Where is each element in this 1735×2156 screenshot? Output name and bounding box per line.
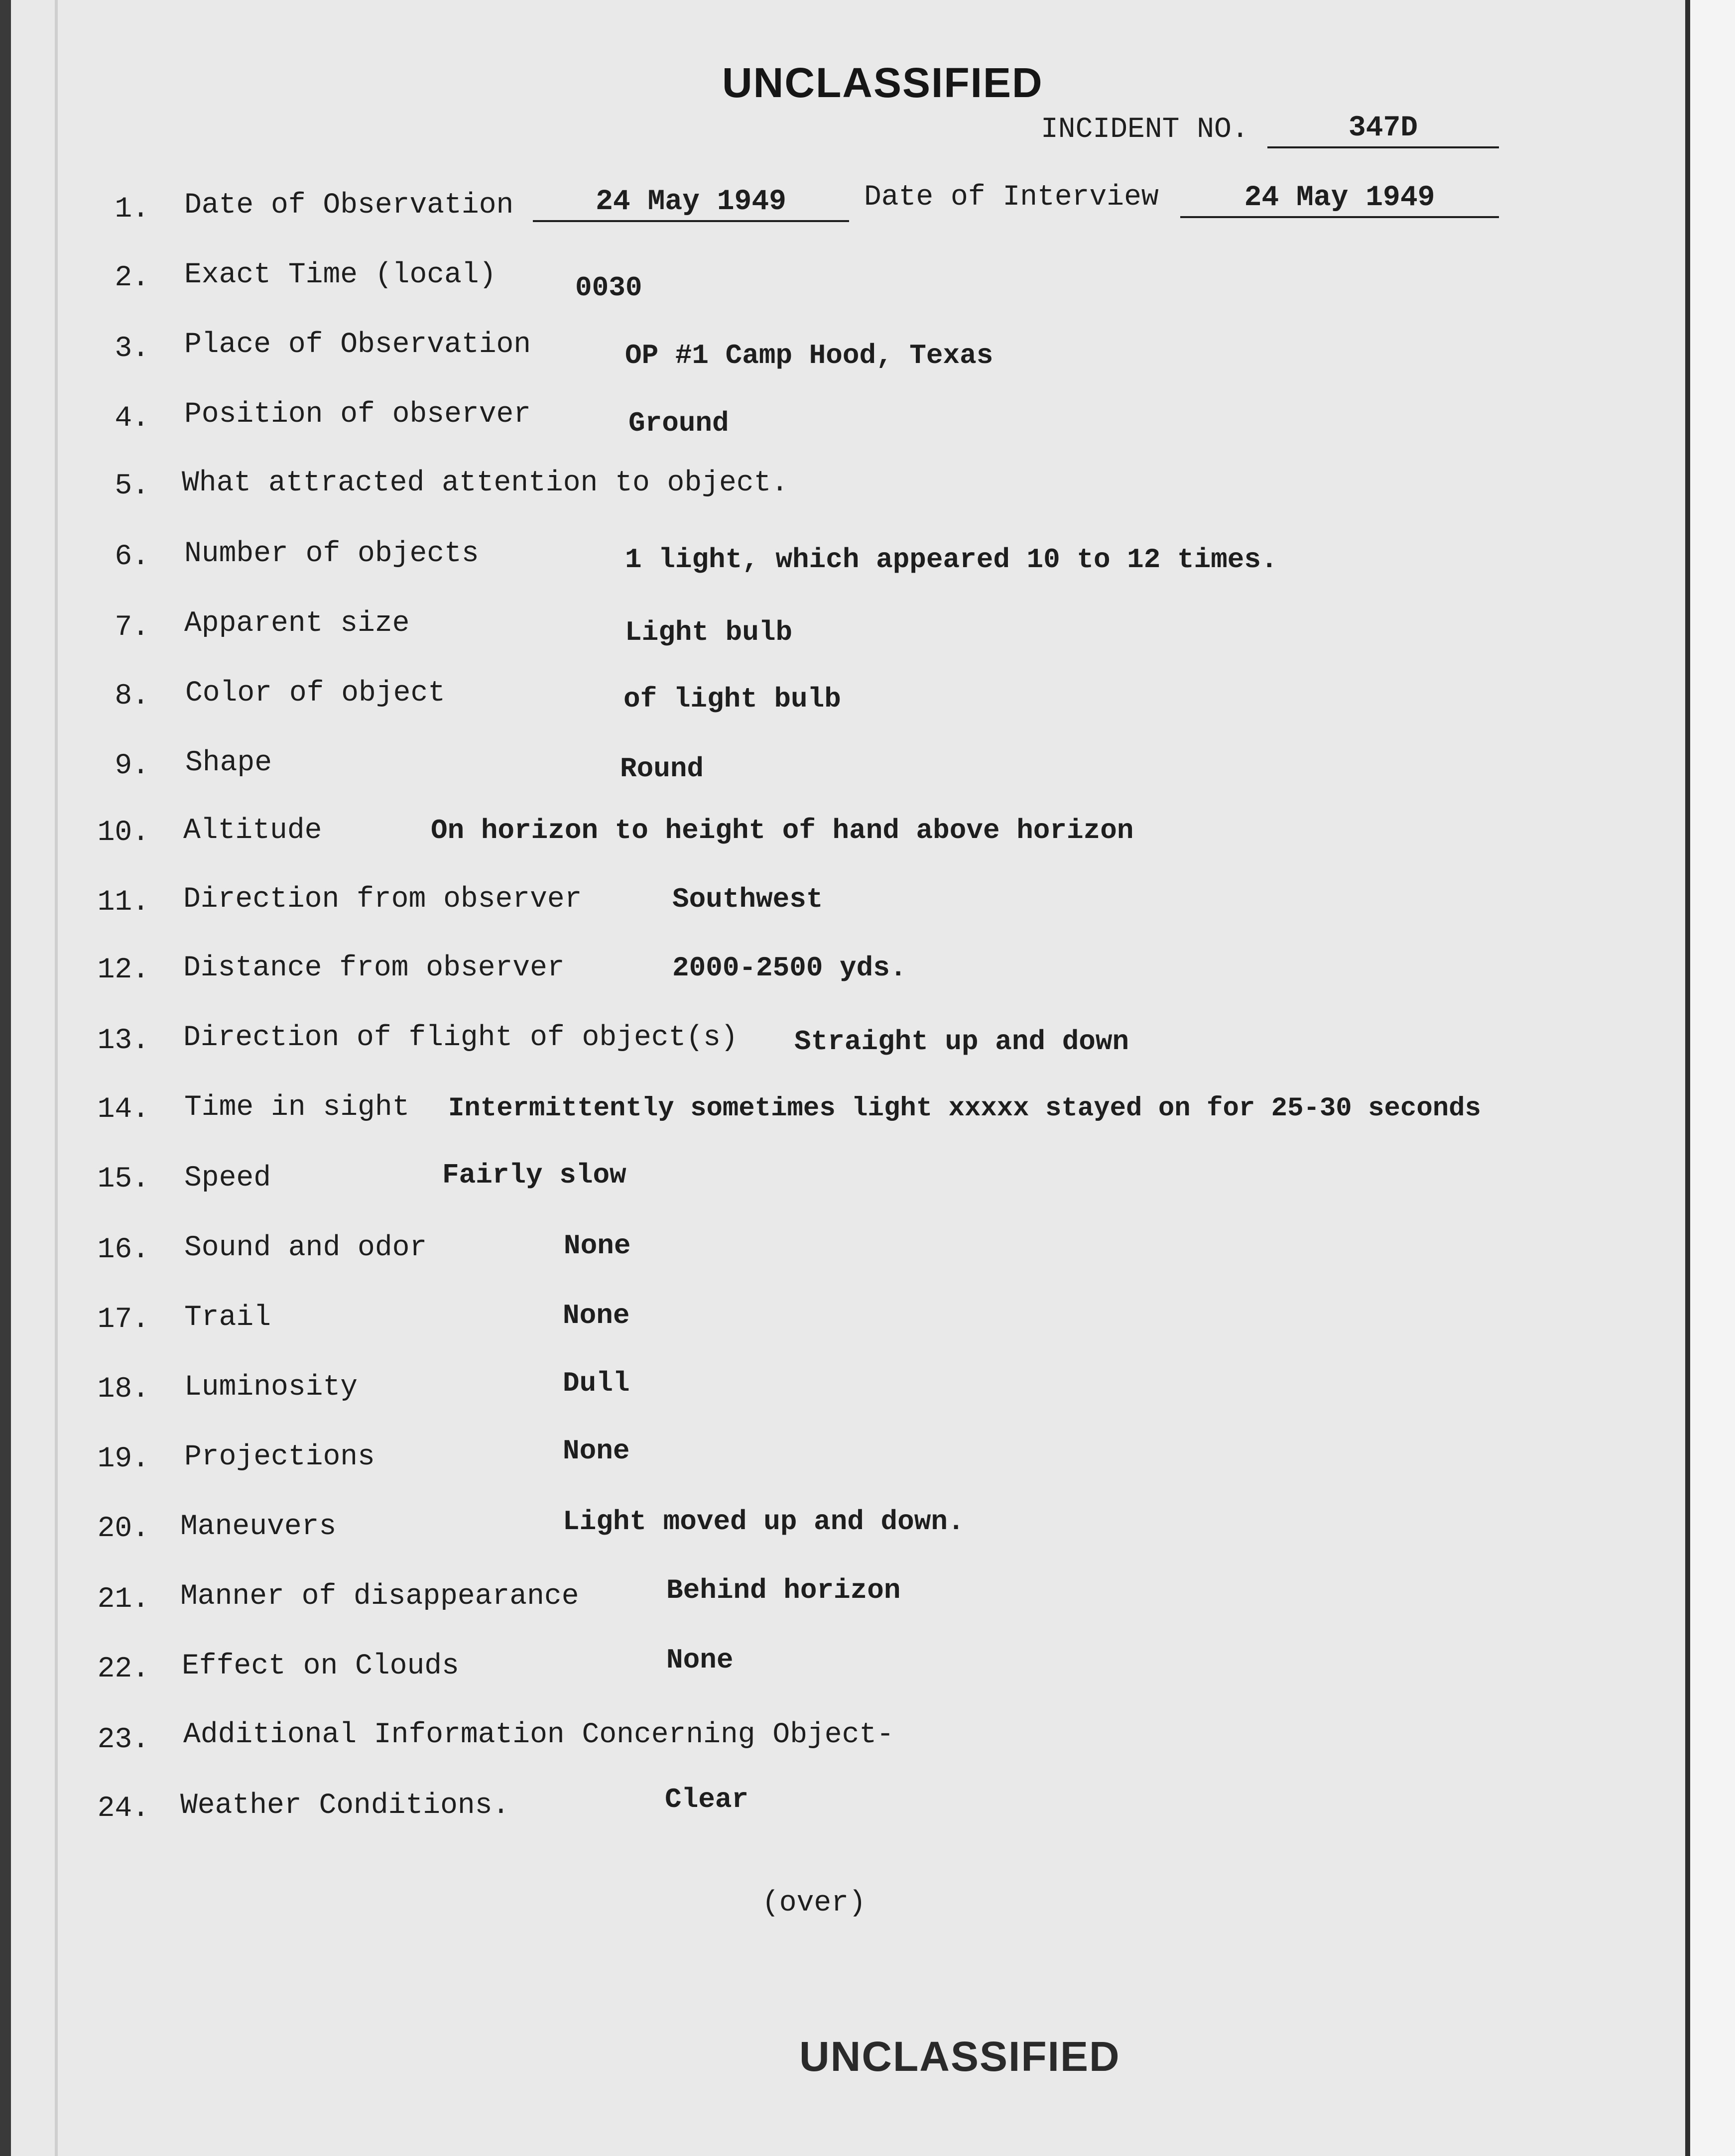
item-number: 2.: [115, 262, 149, 294]
item-label: Projections: [184, 1441, 375, 1473]
item-label: What attracted attention to object.: [182, 467, 789, 499]
item-value: None: [666, 1644, 734, 1676]
observation-date: 24 May 1949: [533, 184, 849, 222]
item-value: Intermittently sometimes light xxxxx stayed on for 25-30 seconds: [448, 1093, 1481, 1124]
item-value: None: [563, 1300, 630, 1331]
item-number: 13.: [97, 1025, 149, 1057]
item-number: 14.: [97, 1093, 149, 1126]
item-label: Additional Information Concerning Object-: [183, 1719, 894, 1751]
item-label: Exact Time (local): [184, 259, 496, 291]
item-value: Light bulb: [625, 616, 793, 648]
item-value: Straight up and down: [794, 1026, 1129, 1058]
item-label: Shape: [185, 747, 272, 779]
item-label: Direction from observer: [183, 883, 582, 916]
item-number: 7.: [115, 611, 149, 644]
item-label: Date of Observation: [184, 189, 514, 222]
item-number: 5.: [115, 470, 149, 502]
classification-stamp-bottom: UNCLASSIFIED: [799, 2033, 1120, 2080]
page-edge-right: [1685, 0, 1690, 2156]
item-label: Position of observer: [184, 398, 531, 431]
item-value: Ground: [628, 407, 729, 439]
item-label: Weather Conditions.: [180, 1790, 510, 1822]
item-value: Fairly slow: [442, 1159, 626, 1191]
item-value: OP #1 Camp Hood, Texas: [625, 340, 993, 371]
over-note: (over): [762, 1887, 866, 1919]
item-value: Dull: [563, 1367, 630, 1399]
item-value: Light moved up and down.: [563, 1506, 965, 1538]
page-edge-left: [0, 0, 11, 2156]
item-number: 9.: [115, 750, 149, 782]
item-label: Color of object: [185, 677, 446, 710]
incident-label: INCIDENT NO.: [1041, 114, 1249, 146]
item-label: Apparent size: [184, 607, 410, 640]
item-number: 18.: [97, 1373, 149, 1406]
interview-label: Date of Interview: [864, 181, 1159, 214]
item-label: Time in sight: [184, 1091, 410, 1124]
item-label: Number of objects: [184, 538, 479, 570]
item-label: Speed: [184, 1162, 271, 1195]
item-number: 21.: [97, 1583, 149, 1616]
item-number: 16.: [97, 1234, 149, 1266]
item-label: Distance from observer: [183, 952, 565, 984]
item-number: 1.: [115, 193, 149, 226]
item-number: 6.: [115, 541, 149, 573]
item-number: 20.: [97, 1513, 149, 1545]
item-label: Sound and odor: [184, 1232, 427, 1264]
classification-stamp-top: UNCLASSIFIED: [722, 59, 1043, 106]
item-label: Maneuvers: [180, 1511, 337, 1543]
item-number: 12.: [97, 954, 149, 986]
item-number: 23.: [97, 1724, 149, 1756]
page-edge-right-margin: [1690, 0, 1735, 2156]
item-label: Luminosity: [184, 1371, 358, 1404]
item-number: 10.: [97, 817, 149, 849]
item-label: Direction of flight of object(s): [183, 1022, 738, 1054]
item-number: 17.: [97, 1304, 149, 1336]
item-value: On horizon to height of hand above horizon: [431, 815, 1134, 846]
item-label: Altitude: [183, 815, 322, 847]
item-value: 2000-2500 yds.: [672, 952, 907, 984]
interview-date: 24 May 1949: [1180, 180, 1499, 218]
page-edge-left-shadow: [55, 0, 58, 2156]
incident-number: 347D: [1267, 111, 1499, 148]
item-label: Trail: [184, 1302, 271, 1334]
item-label: Manner of disappearance: [180, 1580, 579, 1613]
item-number: 4.: [115, 402, 149, 435]
item-value: 0030: [575, 272, 642, 304]
item-value: Behind horizon: [666, 1574, 901, 1606]
item-number: 15.: [97, 1163, 149, 1196]
item-value: Southwest: [672, 883, 823, 915]
item-number: 24.: [97, 1793, 149, 1825]
item-label: Effect on Clouds: [182, 1650, 459, 1682]
item-number: 11.: [97, 886, 149, 919]
item-value: None: [564, 1230, 631, 1262]
item-value: 1 light, which appeared 10 to 12 times.: [625, 544, 1278, 576]
item-label: Place of Observation: [184, 329, 531, 361]
item-value: of light bulb: [623, 683, 841, 715]
item-number: 19.: [97, 1443, 149, 1475]
item-value: Round: [620, 753, 704, 785]
item-number: 8.: [115, 680, 149, 713]
item-number: 3.: [115, 333, 149, 365]
item-number: 22.: [97, 1653, 149, 1685]
item-value: None: [563, 1435, 630, 1467]
item-value: Clear: [665, 1784, 749, 1815]
